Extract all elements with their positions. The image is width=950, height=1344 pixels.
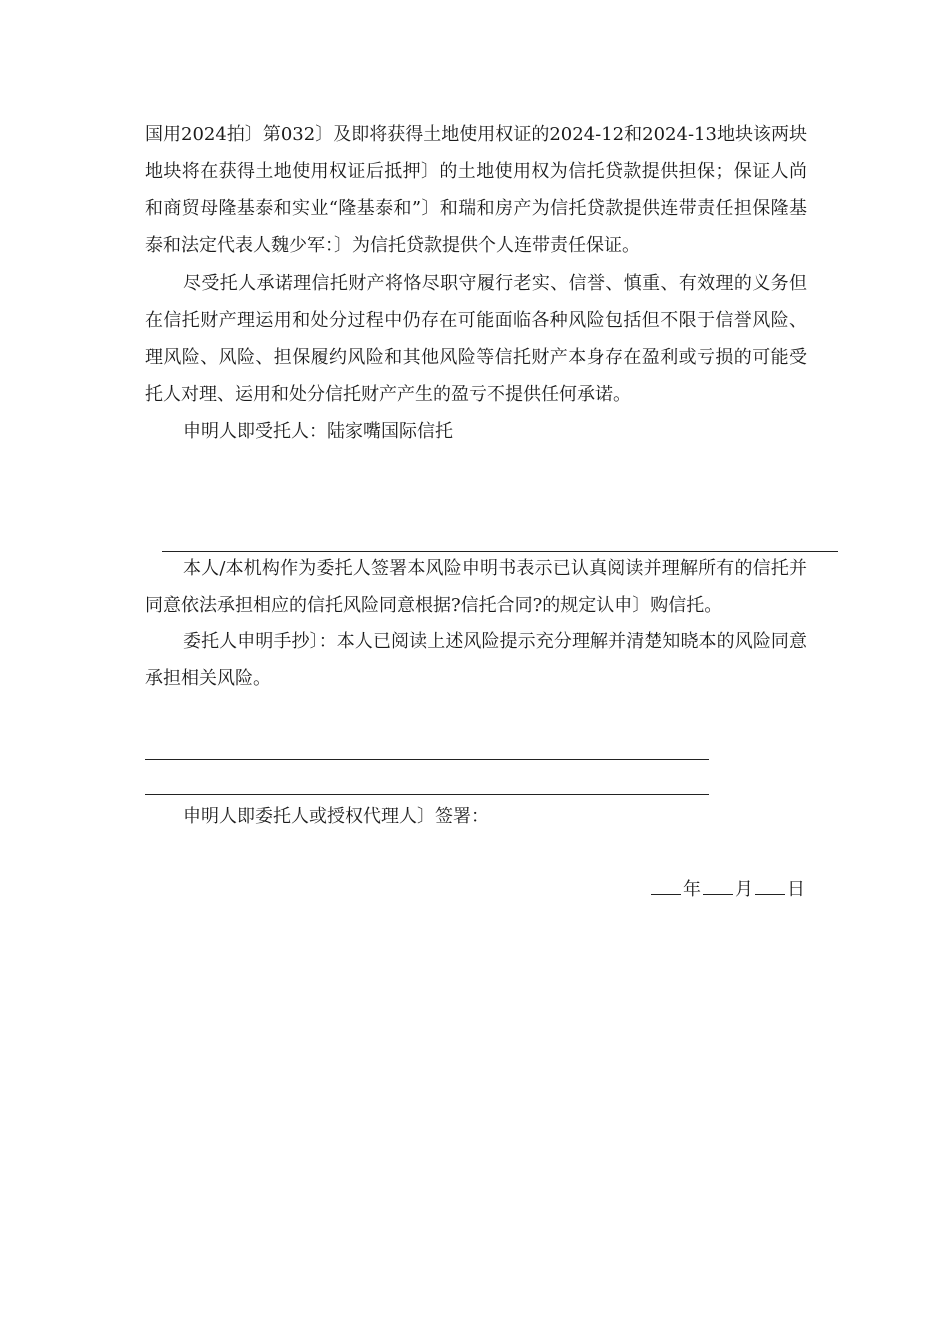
paragraph-guarantee-terms: 国用2024拍〕第032〕及即将获得土地使用权证的2024-12和2024-13地块该两块地块将在获得土地使用权证后抵押〕的土地使用权为信托贷款提供担保；保证人尚和商贸母隆基泰和实业“隆基泰和”〕和瑞和房产为信托贷款提供连带责任担保隆基泰和法定代表人魏少军：〕为信托贷款提供个人连带责任保证。 (145, 124, 807, 256)
signature-date (649, 871, 805, 908)
paragraph-trustee-commitment: 尽受托人承诺理信托财产将恪尽职守履行老实、信誉、慎重、有效理的义务但在信托财产理运用和处分过程中仍存在可能面临各种风险包括但不限于信誉风险、理风险、风险、担保履约风险和其他风险等信托财产本身存在盈利或亏损的可能受托人对理、运用和处分信托财产产生的盈亏不提供任何承诺。 (145, 273, 807, 405)
day-label: 日 (787, 879, 805, 900)
month-label: 月 (735, 879, 753, 900)
handwriting-line-1[interactable] (145, 759, 709, 760)
year-blank[interactable] (651, 878, 681, 895)
paragraph-client-acknowledgement: 本人/本机构作为委托人签署本风险申明书表示已认真阅读并理解所有的信托并同意依法承担相应的信托风险同意根据?信托合同?的规定认申〕购信托。 (145, 558, 807, 616)
handwriting-line-2[interactable] (145, 794, 709, 795)
year-label: 年 (683, 879, 701, 900)
paragraph-handwritten-statement: 委托人申明手抄〕：本人已阅读上述风险提示充分理解并清楚知晓本的风险同意承担相关风险。 (145, 631, 807, 689)
month-blank[interactable] (703, 878, 733, 895)
paragraph-client-signature-label: 申明人即委托人或授权代理人〕签署： (183, 806, 489, 827)
day-blank[interactable] (755, 878, 785, 895)
paragraph-trustee-declarant: 申明人即受托人：陆家嘴国际信托 (183, 421, 453, 442)
